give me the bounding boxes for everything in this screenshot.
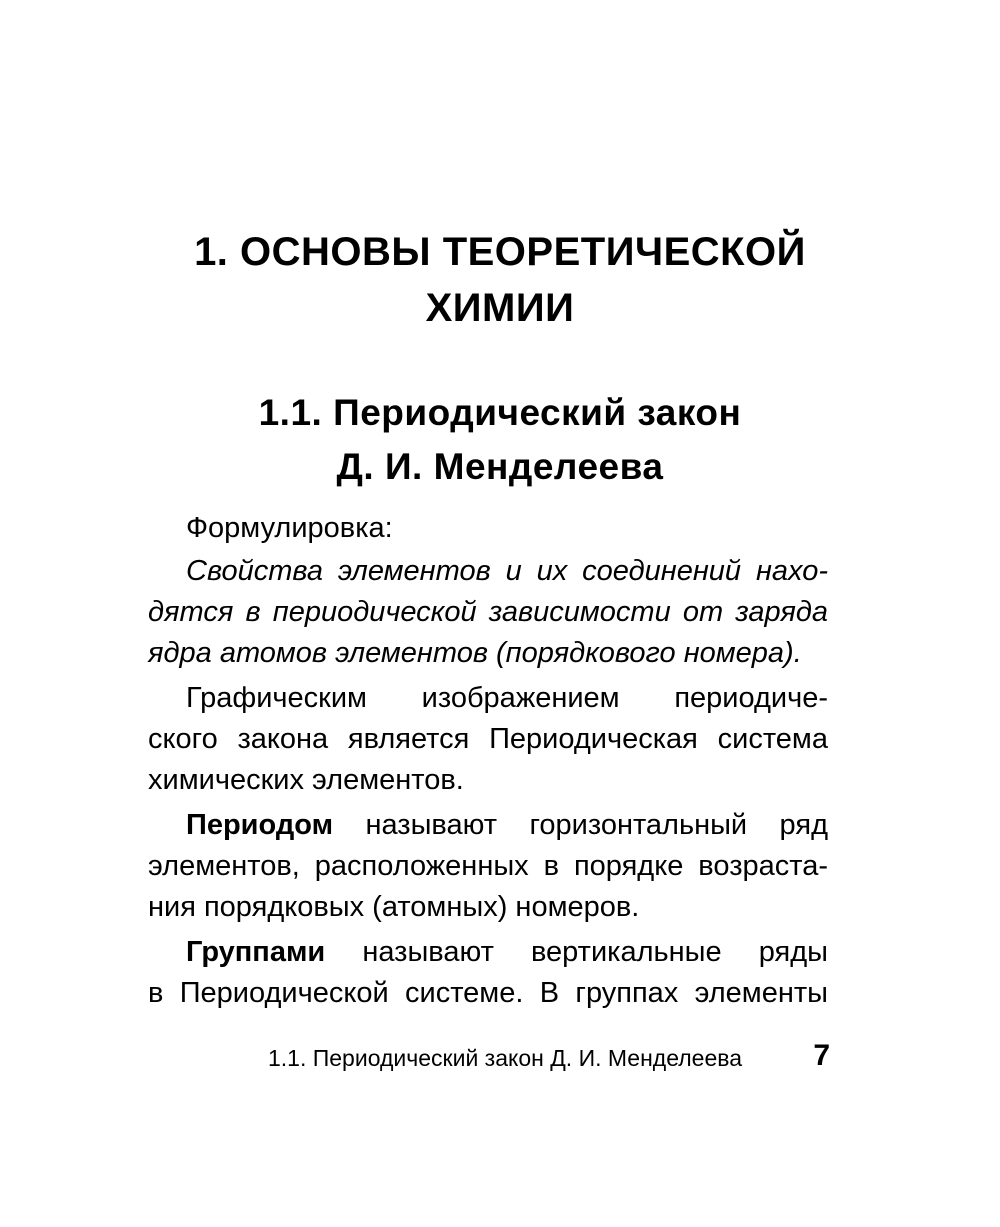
graphic-line-1: Графическим изображением периодиче-	[186, 682, 828, 714]
paragraph-group	[148, 932, 828, 1014]
section-title	[120, 386, 880, 494]
law-line-3: ядра атомов элементов (порядкового номера).	[148, 637, 802, 669]
period-line-1	[148, 805, 828, 846]
chapter-title-line-2: ХИМИИ	[425, 286, 575, 330]
graphic-line-3: химических элементов.	[148, 764, 464, 796]
formulation-label: Формулировка:	[186, 512, 393, 544]
paragraph-law-statement	[148, 551, 828, 674]
group-line-1	[148, 932, 828, 973]
law-line-2: дятся в периодической зависимости от заряда	[148, 596, 828, 628]
period-line-1-rest: называют горизонтальный ряд	[333, 809, 828, 841]
period-line-3: ния порядковых (атомных) номеров.	[148, 891, 640, 923]
group-term: Группами	[186, 936, 326, 968]
law-line-1: Свойства элементов и их соединений нахо-	[186, 555, 828, 587]
section-title-line-1: 1.1. Периодический закон	[258, 392, 742, 433]
chapter-title	[120, 224, 880, 336]
period-term: Периодом	[186, 809, 334, 841]
paragraph-formulation-label	[148, 508, 828, 549]
period-line-2: элементов, расположенных в порядке возраста-	[148, 850, 828, 882]
section-title-line-2: Д. И. Менделеева	[336, 446, 664, 487]
page-number: 7	[813, 1039, 830, 1072]
group-line-2: в Периодической системе. В группах элементы	[148, 977, 828, 1009]
group-line-1-rest: называют вертикальные ряды	[325, 936, 828, 968]
graphic-line-2: ского закона является Периодическая система	[148, 723, 828, 755]
chapter-title-line-1: 1. ОСНОВЫ ТЕОРЕТИЧЕСКОЙ	[194, 230, 806, 274]
paragraph-graphic	[148, 678, 828, 801]
running-footer-title: 1.1. Периодический закон Д. И. Менделеева	[267, 1045, 742, 1071]
paragraph-period	[148, 805, 828, 928]
